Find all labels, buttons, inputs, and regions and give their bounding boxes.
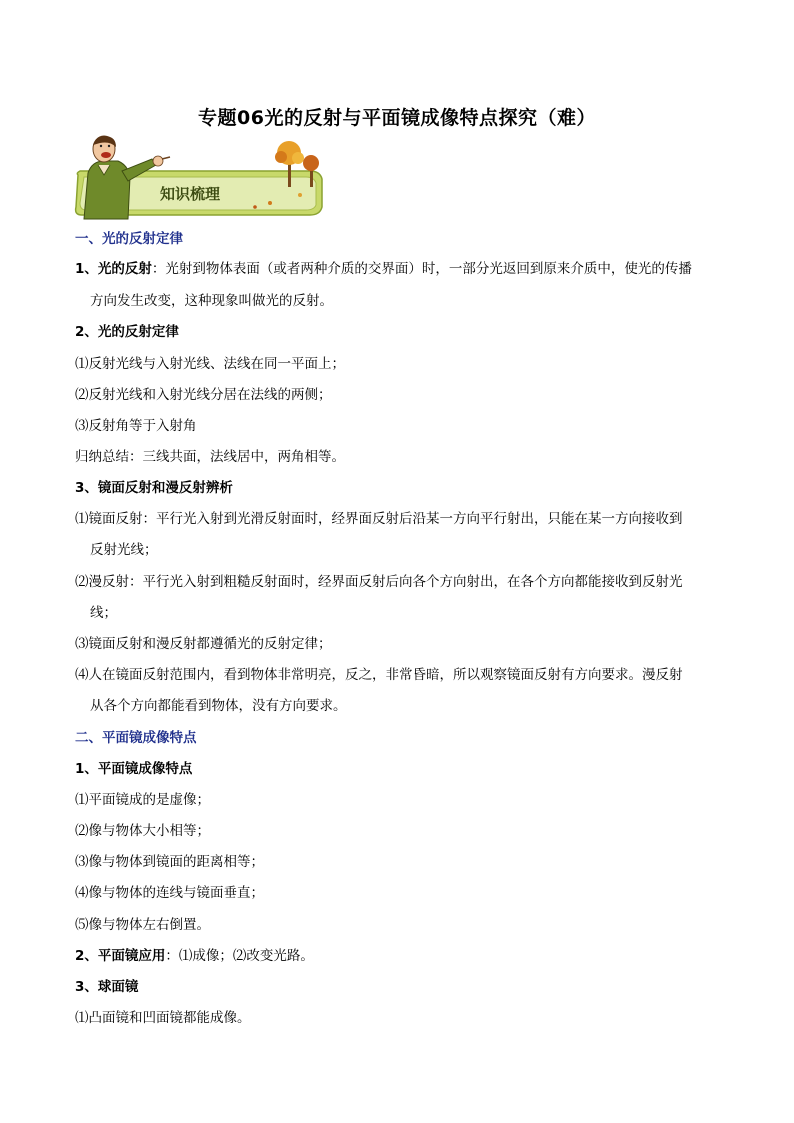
mirror-feature-1: ⑴平面镜成的是虚像； (75, 792, 210, 808)
mirror-feature-5: ⑸像与物体左右倒置。 (75, 917, 210, 933)
mirror-feature-2: ⑵像与物体大小相等； (75, 823, 210, 839)
mirror-feature-3: ⑶像与物体到镜面的距离相等； (75, 854, 264, 870)
subheading-mirror-features: 1、平面镜成像特点 (75, 761, 193, 777)
diffuse-item-line-2: 线； (90, 605, 117, 621)
term-mirror-application: 2、平面镜应用 (75, 948, 166, 964)
section-heading-reflection-law: 一、光的反射定律 (75, 231, 183, 247)
observation-line-2: 从各个方向都能看到物体，没有方向要求。 (90, 698, 347, 714)
knowledge-banner (70, 135, 335, 220)
subheading-spherical-mirror: 3、球面镜 (75, 979, 139, 995)
application-text: ：⑴成像；⑵改变光路。 (165, 948, 314, 964)
definition-continued: 方向发生改变，这种现象叫做光的反射。 (90, 293, 333, 309)
law-item-1: ⑴反射光线与入射光线、法线在同一平面上； (75, 356, 345, 372)
spherical-item-1: ⑴凸面镜和凹面镜都能成像。 (75, 1010, 251, 1026)
banner-label: 知识梳理 (160, 185, 221, 203)
mirror-feature-4: ⑷像与物体的连线与镜面垂直； (75, 885, 264, 901)
mirror-application (75, 947, 314, 965)
specular-item-line-1: ⑴镜面反射：平行光入射到光滑反射面时，经界面反射后沿某一方向平行射出，只能在某一方向接收到 (75, 511, 683, 527)
subheading-reflection-law: 2、光的反射定律 (75, 324, 179, 340)
diffuse-item-line-1: ⑵漫反射：平行光入射到粗糙反射面时，经界面反射后向各个方向射出，在各个方向都能接收到反射光 (75, 574, 683, 590)
law-item-2: ⑵反射光线和入射光线分居在法线的两侧； (75, 387, 332, 403)
law-summary: 归纳总结：三线共面，法线居中，两角相等。 (75, 449, 345, 465)
paragraph-reflection-definition (75, 260, 692, 278)
section-heading-plane-mirror: 二、平面镜成像特点 (75, 730, 197, 746)
both-follow-law: ⑶镜面反射和漫反射都遵循光的反射定律； (75, 636, 332, 652)
specular-item-line-2: 反射光线； (90, 542, 158, 558)
observation-line-1: ⑷人在镜面反射范围内，看到物体非常明亮，反之，非常昏暗，所以观察镜面反射有方向要求。漫反射 (75, 667, 683, 683)
page-title: 专题06光的反射与平面镜成像特点探究（难） (198, 107, 596, 129)
subheading-specular-diffuse: 3、镜面反射和漫反射辨析 (75, 480, 233, 496)
definition-text: ：光射到物体表面（或者两种介质的交界面）时，一部分光返回到原来介质中，使光的传播 (151, 261, 692, 277)
term-reflection: 1、光的反射 (75, 261, 152, 277)
law-item-3: ⑶反射角等于入射角 (75, 418, 197, 434)
